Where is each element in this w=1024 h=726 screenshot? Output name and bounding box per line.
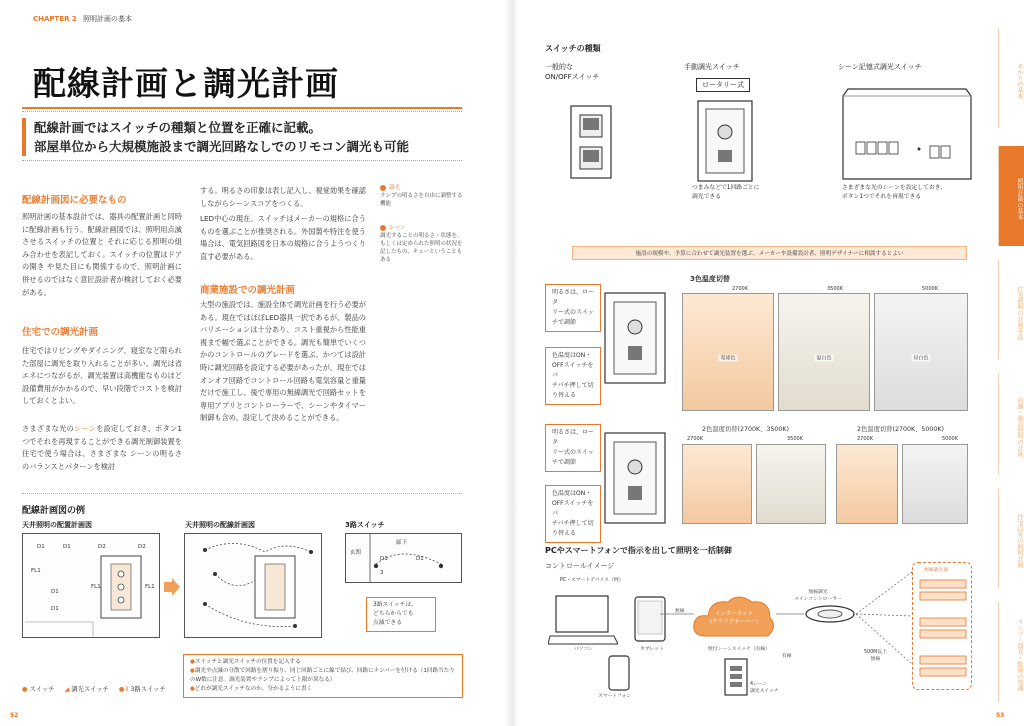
text-commercial: 大型の施設では、施設全体で調光計画を行う必要がある。現在ではほぼLED器具一択であるが、製品のバリエーションは十分あり、コスト重視から性能重視まで幅で選ぶことができる。調光も簡単でいくつかのコントロールのグレードを選ぶ。かつては設計時に調光回路を設定する必要があったが、現在ではオンオフ回路でコントロール回路も電気容量と重量だけで施工し、後で専用の無線調光で回路セットを専用アプリとコントローラーで、シーンやタイマー制御も含め、設定して決めることができる。: [200, 300, 366, 423]
note-bullet-icon: [380, 225, 386, 231]
right-page: [512, 0, 1024, 726]
dimmer-icon: ◢: [64, 686, 70, 693]
note-1-text: ランプの明るさを自由に調整する機能: [380, 193, 463, 207]
temp-label: 5000K: [922, 286, 939, 292]
note-dimming: [380, 184, 464, 208]
wiring-note: ●調光や点滅の分散で回路を割り振り、同じ回路ごとに線で結び、回路にナンバーを付ける（1回路当たりのW数に注意。調光装置やランプによって上限が異なる）: [190, 668, 455, 683]
range-label: 5000K: [942, 436, 959, 442]
caption-three-way: 3路スイッチ: [345, 521, 385, 529]
three-way-plan: [345, 533, 462, 583]
page-title: 配線計画と調光計画: [33, 64, 339, 103]
room-image-cool: 昼白色: [874, 293, 968, 411]
fixture-label: D1: [51, 589, 59, 595]
legend: [22, 684, 166, 693]
lead-line-1: 配線計画ではスイッチの種類と位置を正確に記載。: [34, 120, 322, 135]
fixture-label: D2: [98, 544, 106, 550]
heading-switch-types: スイッチの種類: [545, 44, 601, 53]
choose-device-bar: 施設の規模や、予算に合わせて調光装置を選ぶ。メーカーや設備設計者、照明デザイナーに相談するとよい: [572, 246, 967, 260]
heading-commercial: 商業施設での調光計画: [200, 285, 296, 296]
switch-icon: ●: [22, 686, 28, 693]
room-image-5000: [902, 444, 968, 524]
range-label: 2700K: [687, 436, 704, 442]
range-label: 3500K: [787, 436, 804, 442]
d1-label: D1: [380, 556, 388, 562]
d1-label: D1: [416, 556, 424, 562]
scene-highlight: シーン: [73, 424, 97, 433]
chapter-name: 照明計画の基本: [83, 15, 133, 23]
scene-caption: さまざまな光のシーンを設定しておき、 ボタン1つでそれを再現できる: [842, 185, 946, 200]
fixture-label: FL1: [145, 584, 155, 590]
title-rule: [22, 107, 462, 109]
caption-ceiling-layout: 天井照明の配置計画図: [22, 521, 92, 529]
callout-line: どちらからでも: [373, 611, 414, 617]
heading-two-color-1: 2色温度切替(2700K、3500K): [702, 426, 790, 433]
wireless-label: 無線: [675, 609, 685, 614]
temp-label: 3500K: [827, 286, 844, 292]
distance-label: 500M以上 無線: [864, 650, 887, 662]
tablet-icon: [634, 596, 666, 642]
corridor-label: 廊下: [396, 540, 408, 546]
wiring-note: ●スイッチと調光スイッチの位置を記入する: [190, 659, 301, 665]
note-2-head: シーン: [389, 225, 406, 231]
entrance-label: 玄関: [350, 550, 362, 556]
heading-needs: 配線計画図に必要なもの: [22, 195, 127, 206]
laptop-icon: [548, 592, 618, 652]
text-house-2-post: を設定しておき、ボタン1つでそれを再現することができる調光制御装置を住宅で使う場合は、さまざまな シーンの明るさのバランスとパターンを検討: [22, 424, 182, 471]
heading-wiring-example: 配線計画図の例: [22, 506, 86, 516]
tablet-label: タブレット: [640, 647, 664, 652]
arrow-right-icon: [164, 578, 180, 596]
laptop-label: パソコン: [574, 647, 594, 652]
fixture-label: 無線調光器: [924, 568, 948, 573]
chapter-number: CHAPTER 2: [33, 15, 77, 23]
heading-house: 住宅での調光計画: [22, 327, 99, 338]
note-1-head: 調光: [389, 185, 401, 191]
fixture-label: D1: [63, 544, 71, 550]
general-switch-label: 一般的な ON/OFFスイッチ: [545, 63, 600, 81]
wiring-plan-drawing: [185, 534, 321, 637]
section-separator: [22, 493, 462, 494]
rotary-caption: つまみなどで1回路ごとに 調光できる: [692, 185, 760, 200]
cloud-label: インターネット (クラウドサーバー): [709, 611, 759, 625]
fixture-label: D1: [51, 606, 59, 612]
wiring-notes: [183, 654, 463, 698]
callout-brightness-1: 明るさは、ロータ リー式のスイッ チで調節: [545, 284, 601, 332]
lead-separator: [22, 160, 462, 161]
tab-chapter-1[interactable]: あかりの基本: [998, 28, 1024, 128]
page-number-left: 52: [10, 712, 19, 719]
wall-scene-switch-icon: [724, 658, 748, 696]
rotary-label: ロータリー式: [696, 78, 750, 92]
room-image-2700-a: [682, 444, 752, 524]
room-image-2700-b: [836, 444, 898, 524]
callout-line: 3路スイッチは、: [373, 602, 418, 608]
callout-color-1: 色温度はON・ OFFスイッチをパ チパチ押して切 り替える: [545, 347, 601, 405]
combo-switch-icon: [604, 292, 666, 384]
tab-chapter-4[interactable]: 店舗・施設照明の計画: [998, 374, 1024, 474]
rotary-switch-icon: [697, 100, 753, 182]
controller-label: 無線調光 メインコントローラー: [794, 590, 842, 602]
callout-color-2: 色温度はON・ OFFスイッチをパ チパチ押して切 り替える: [545, 485, 601, 543]
text-house-2: [22, 423, 182, 487]
link-line: [660, 612, 694, 616]
pc-devices-label: PC・スマートデバイス（例）: [560, 578, 624, 583]
room-image-neutral: 温白色: [778, 293, 870, 411]
phone-label: スマートフォン: [598, 694, 632, 699]
layout-plan: [22, 533, 160, 638]
on-off-switch-icon: [570, 105, 612, 179]
scene-switch-label: シーン記憶式調光スイッチ: [838, 63, 922, 71]
wired-label: 有線: [782, 654, 792, 659]
title-dotted-rule: [22, 111, 462, 112]
sw-label: 3: [380, 570, 384, 576]
page-number-right: 53: [996, 712, 1005, 719]
tab-chapter-2[interactable]: 照明計画の基本: [998, 146, 1024, 246]
smartphone-icon: [608, 655, 630, 691]
tab-chapter-5[interactable]: 住宅以外の照明計画: [998, 488, 1024, 588]
chapter-header: [33, 14, 132, 24]
combo-switch-icon: [604, 432, 666, 524]
heading-three-color: 3色温度切替: [690, 275, 730, 283]
text-col2-1: する。明るさの印象は表し記入し、視覚効果を確認しながらシーンスコアをつくる。: [200, 186, 366, 208]
fixture-label: FL1: [31, 568, 41, 574]
wiring-note: ●どれが調光スイッチなのか、分かるように書く: [190, 686, 313, 692]
wall-switch-label: 壁付シーンスイッチ（有線）: [708, 647, 770, 652]
text-col2-2: LED中心の現在、スイッチはメーカーの規格に合うものを選ぶことが推奨される。外国製や特注を使う場合は、電気回路図を日本の規格に合うようつくり直す必要がある。: [200, 214, 366, 261]
control-image-label: コントロールイメージ: [545, 562, 615, 570]
text-needs: 照明計画の基本設計では、器具の配置計画と同時に配線計画も行う。配線計画図では、照明用点滅させるスイッチの位置と それに応じる照明の組み合わせを表記しておく。スイッチの位置はドアの開き や見た目にも関係するので、照明計画に併せるのではなく意匠設計者が検討しておく必要がある。: [22, 212, 182, 297]
manual-dimmer-label: 手動調光スイッチ: [684, 63, 740, 71]
text-house-1: 住宅ではリビングやダイニング、寝室など限られた部屋に調光を取り入れることが多い。調光は省エネにつながるが、調光装置は高機能なものほど設備費用がかかるので、早い段階でコストを検討しておくとよい。: [22, 346, 182, 406]
link-line: [776, 612, 804, 616]
three-way-icon: ●3: [118, 686, 129, 693]
callout-brightness-2: 明るさは、ロータ リー式のスイッ チで調節: [545, 424, 601, 472]
heading-two-color-2: 2色温度切替(2700K、5000K): [857, 426, 945, 433]
lead-text: [22, 118, 462, 156]
caption-ceiling-wiring: 天井照明の配線計画図: [185, 521, 255, 529]
fixture-label: D1: [37, 544, 45, 550]
lead-line-2: 部屋単位から大規模施設まで調光回路なしでのリモコン調光も可能: [34, 139, 410, 154]
scene-switch-caption: 4シーン 調光スイッチ: [750, 682, 779, 694]
fixture-label: D2: [138, 544, 146, 550]
legend-three-way: 3路スイッチ: [130, 686, 166, 693]
heading-pc-control: PCやスマートフォンで指示を出して照明を一括制御: [545, 546, 732, 555]
wiring-plan: [184, 533, 322, 638]
note-bullet-icon: [380, 185, 386, 191]
note-scene: [380, 224, 464, 264]
room-image-3500: [756, 444, 826, 524]
callout-line: 点滅できる: [373, 620, 402, 626]
legend-dimmer: 調光スイッチ: [71, 686, 109, 693]
tab-chapter-3[interactable]: 住宅照明の計画手法: [998, 260, 1024, 360]
temp-label: 2700K: [732, 286, 749, 292]
tab-chapter-6[interactable]: ランプ・器具・配線の知識: [998, 602, 1024, 702]
legend-switch: スイッチ: [29, 686, 55, 693]
room-image-warm: 電球色: [682, 293, 774, 411]
fixture-label: FL1: [91, 584, 101, 590]
scene-switch-icon: [842, 88, 972, 180]
controller-icon: [804, 604, 856, 624]
note-2-text: 調光することの明るさ・状態を、もしくは定められた照明の状況を記したもの、キューということもある: [380, 233, 463, 263]
three-way-callout: [366, 597, 436, 632]
text-house-2-pre: さまざまな光の: [22, 424, 74, 433]
chapter-index-tabs: [998, 28, 1024, 708]
fixture-icons: [918, 576, 968, 684]
range-label: 2700K: [857, 436, 874, 442]
